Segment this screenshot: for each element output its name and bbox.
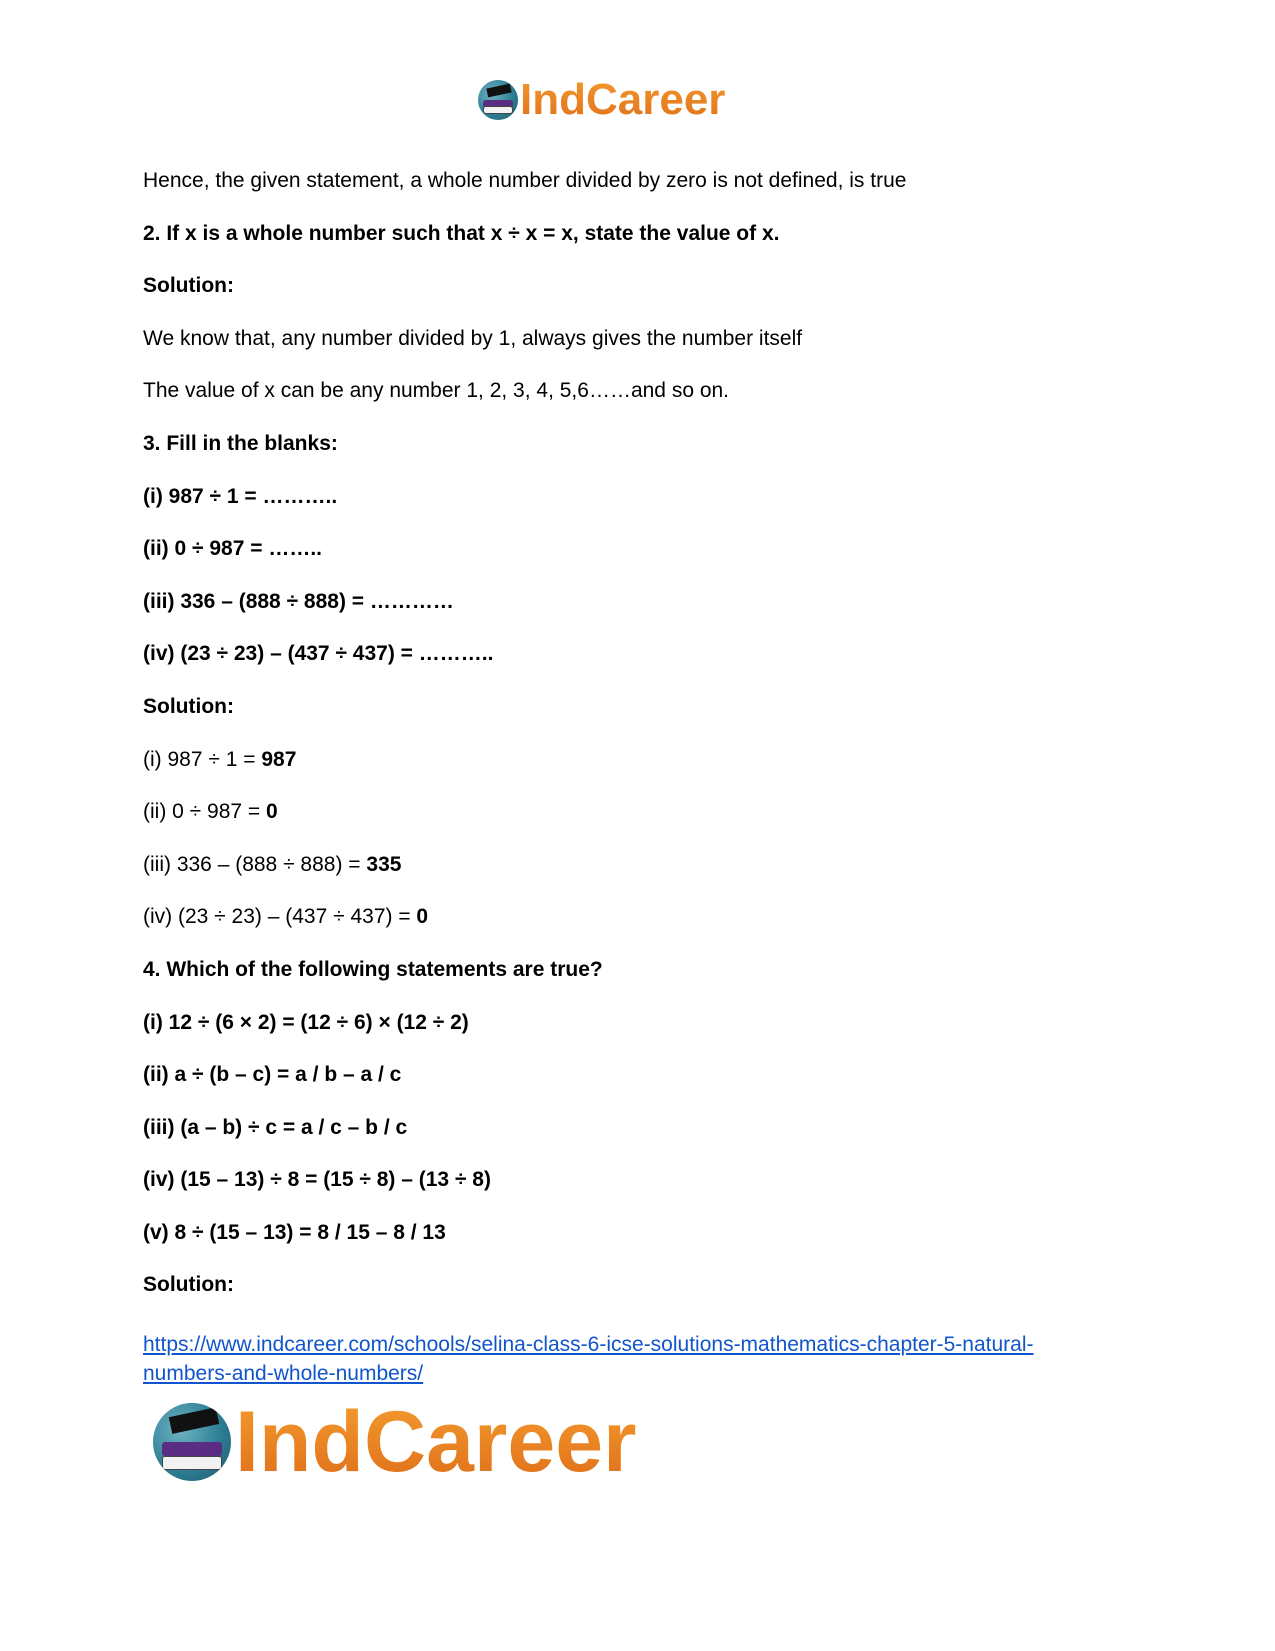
line-text: 3. Fill in the blanks: <box>143 431 338 455</box>
answer-line <box>143 799 1133 825</box>
text-line <box>143 168 1133 194</box>
line-text: (iii) 336 – (888 ÷ 888) = <box>143 852 367 876</box>
indcareer-logo-footer <box>153 1394 637 1490</box>
document-body <box>143 168 1133 1325</box>
answer-value: 987 <box>261 747 297 771</box>
answer-value: 0 <box>416 905 429 929</box>
question-line <box>143 957 1133 983</box>
indcareer-logo-header <box>478 76 725 124</box>
line-text: (i) 987 ÷ 1 = <box>143 747 262 771</box>
line-text: (v) 8 ÷ (15 – 13) = 8 / 15 – 8 / 13 <box>143 1220 446 1244</box>
line-text: 4. Which of the following statements are true? <box>143 957 603 981</box>
question-line <box>143 694 1133 720</box>
question-line <box>143 221 1133 247</box>
question-line <box>143 1167 1133 1193</box>
answer-value: 335 <box>366 852 402 876</box>
answer-line <box>143 904 1133 930</box>
answer-line <box>143 852 1133 878</box>
text-line <box>143 326 1133 352</box>
line-text: (iii) 336 – (888 ÷ 888) = ………… <box>143 589 454 613</box>
question-line <box>143 589 1133 615</box>
question-line <box>143 536 1133 562</box>
question-line <box>143 1115 1133 1141</box>
line-text: Solution: <box>143 694 234 718</box>
source-link[interactable] <box>143 1330 1133 1388</box>
line-text: Hence, the given statement, a whole number divided by zero is not defined, is true <box>143 169 907 192</box>
line-text: (ii) 0 ÷ 987 = <box>143 800 266 824</box>
line-text: (ii) 0 ÷ 987 = …….. <box>143 537 323 561</box>
line-text: (ii) a ÷ (b – c) = a / b – a / c <box>143 1063 402 1087</box>
line-text: (i) 987 ÷ 1 = ……….. <box>143 484 338 508</box>
question-line <box>143 1062 1133 1088</box>
logo-wordmark: IndCareer <box>235 1394 637 1490</box>
answer-line <box>143 747 1133 773</box>
question-line <box>143 484 1133 510</box>
line-text: (iv) (23 ÷ 23) – (437 ÷ 437) = ……….. <box>143 642 494 666</box>
line-text: (iv) (23 ÷ 23) – (437 ÷ 437) = <box>143 905 417 929</box>
question-line <box>143 641 1133 667</box>
logo-wordmark: IndCareer <box>520 75 726 124</box>
line-text: Solution: <box>143 1273 234 1297</box>
line-text: We know that, any number divided by 1, always gives the number itself <box>143 326 803 350</box>
question-line <box>143 273 1133 299</box>
line-text: Solution: <box>143 274 234 298</box>
line-text: (iv) (15 – 13) ÷ 8 = (15 ÷ 8) – (13 ÷ 8) <box>143 1168 491 1192</box>
question-line <box>143 431 1133 457</box>
line-text: (iii) (a – b) ÷ c = a / c – b / c <box>143 1115 408 1139</box>
line-text: (i) 12 ÷ (6 × 2) = (12 ÷ 6) × (12 ÷ 2) <box>143 1010 469 1034</box>
source-link-line-1[interactable]: https://www.indcareer.com/schools/selina-class-6-icse-solutions-mathematics-chapter-5-natural- <box>143 1333 1034 1356</box>
globe-books-icon <box>153 1403 231 1481</box>
question-line <box>143 1010 1133 1036</box>
line-text: The value of x can be any number 1, 2, 3, 4, 5,6……and so on. <box>143 379 730 403</box>
answer-value: 0 <box>266 800 278 824</box>
source-link-line-2[interactable]: numbers-and-whole-numbers/ <box>143 1362 424 1385</box>
question-line <box>143 1272 1133 1298</box>
question-line <box>143 1220 1133 1246</box>
text-line <box>143 378 1133 404</box>
line-text: 2. If x is a whole number such that x ÷ x = x, state the value of x. <box>143 221 780 245</box>
globe-books-icon <box>478 80 518 120</box>
